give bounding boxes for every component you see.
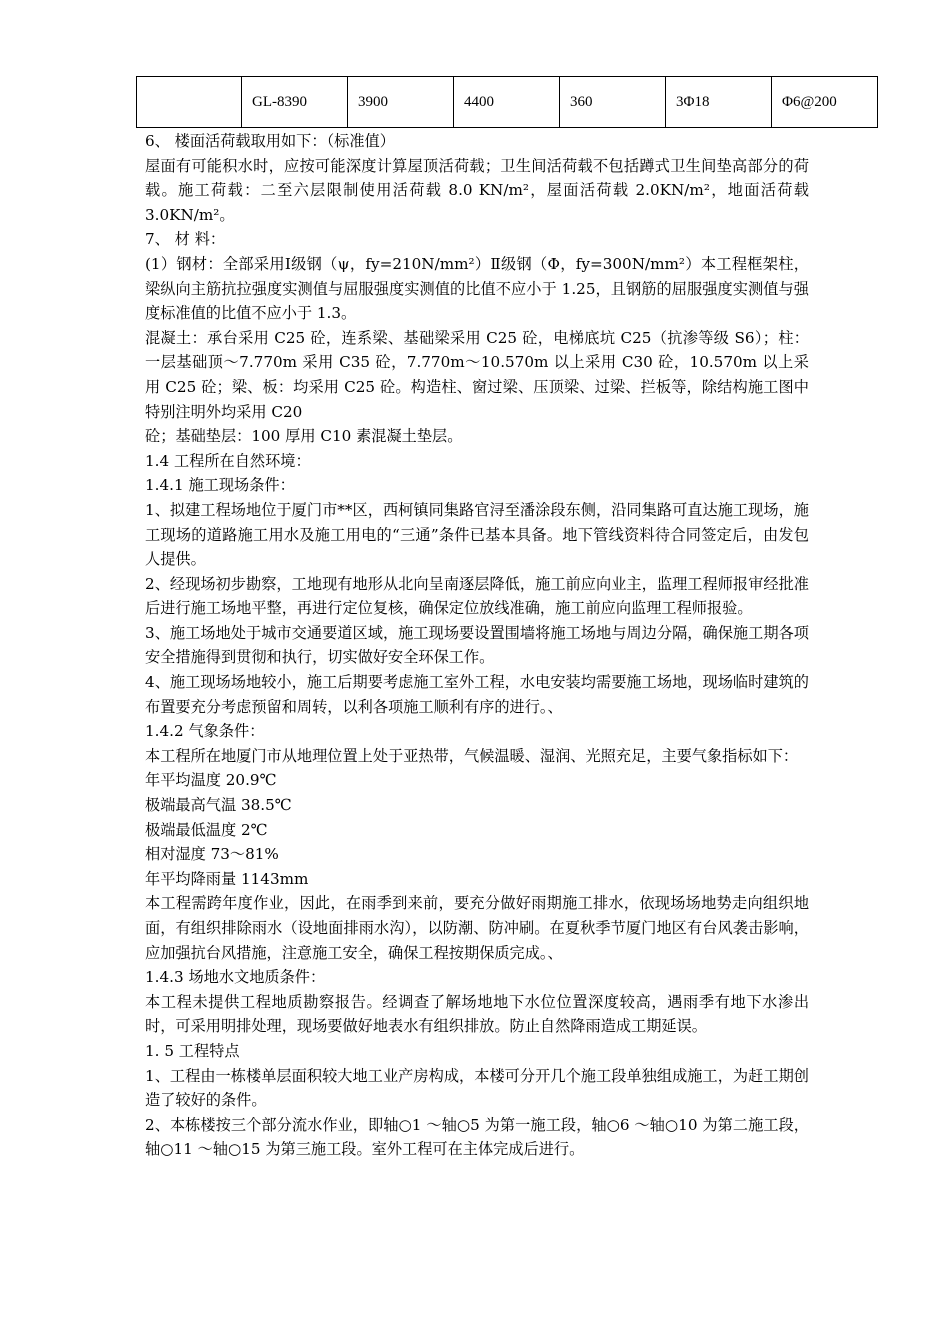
paragraph: 屋面有可能积水时，应按可能深度计算屋顶活荷载；卫生间活荷载不包括蹲式卫生间垫高部分的荷载。施工荷载：二至六层限制使用活荷载 8.0 KN/m²，屋面活荷载 2.0KN/m²，地面活荷载 3.0KN/m²。: [145, 156, 809, 224]
table-cell: 4400: [454, 77, 560, 128]
paragraph: (1）钢材：全部采用Ⅰ级钢（ψ，fy=210N/mm²）Ⅱ级钢（Φ，fy=300N/mm²）本工程框架柱，梁纵向主筋抗拉强度实测值与屈服强度实测值的比值不应小于 1.25，且钢筋的屈服强度实测值与强度标准值的比值不应小于 1.3。: [145, 254, 809, 323]
table-cell: GL-8390: [242, 77, 348, 128]
paragraph: 本工程需跨年度作业，因此，在雨季到来前，要充分做好雨期施工排水，依现场场地势走向组织地面，有组织排除雨水（设地面排雨水沟），以防潮、防冲刷。在夏秋季节厦门地区有台风袭击影响，应加强抗台风措施，注意施工安全，确保工程按期保质完成。、: [145, 894, 809, 962]
paragraph: 年平均降雨量 1143mm: [145, 869, 309, 888]
table-row: [137, 77, 878, 128]
paragraph: 极端最高气温 38.5℃: [145, 796, 292, 815]
paragraph: 极端最低温度 2℃: [145, 820, 268, 839]
table-cell: [137, 77, 242, 128]
paragraph: 1、拟建工程场地位于厦门市**区，西柯镇同集路官浔至潘涂段东侧，沿同集路可直达施工现场，施工现场的道路施工用水及施工用电的“三通”条件已基本具备。地下管线资料待合同签定后，由发包人提供。: [145, 500, 809, 569]
table-cell: Φ6@200: [772, 77, 878, 128]
paragraph: 7、 材 料：: [145, 230, 226, 249]
section-heading: 1.4.1 施工现场条件：: [145, 476, 295, 495]
paragraph: 本工程未提供工程地质勘察报告。经调查了解场地地下水位位置深度较高，遇雨季有地下水渗出时，可采用明排处理，现场要做好地表水有组织排放。防止自然降雨造成工期延误。: [145, 992, 809, 1036]
spec-table: [136, 76, 878, 128]
section-heading: 1. 5 工程特点: [145, 1041, 240, 1060]
paragraph: 相对湿度 73～81%: [145, 845, 279, 864]
paragraph: 2、本栋楼按三个部分流水作业，即轴○1 ～轴○5 为第一施工段，轴○6 ～轴○10 为第二施工段，轴○11 ～轴○15 为第三施工段。室外工程可在主体完成后进行。: [145, 1115, 809, 1159]
table-cell: 360: [560, 77, 666, 128]
section-heading: 1.4 工程所在自然环境：: [145, 451, 311, 470]
paragraph: 年平均温度 20.9℃: [145, 771, 277, 790]
paragraph: 2、经现场初步勘察，工地现有地形从北向呈南逐层降低，施工前应向业主，监理工程师报审经批准后进行施工场地平整，再进行定位复核，确保定位放线准确，施工前应向监理工程师报验。: [145, 574, 809, 618]
body-text: [145, 129, 809, 1162]
paragraph: 本工程所在地厦门市从地理位置上处于亚热带，气候温暖、湿润、光照充足，主要气象指标如下：: [145, 746, 799, 765]
section-heading: 1.4.3 场地水文地质条件：: [145, 968, 326, 987]
paragraph: 4、施工现场场地较小，施工后期要考虑施工室外工程，水电安装均需要施工场地，现场临时建筑的布置要充分考虑预留和周转，以利各项施工顺利有序的进行。、: [145, 673, 809, 716]
paragraph: 混凝土：承台采用 C25 砼，连系梁、基础梁采用 C25 砼，电梯底坑 C25（抗渗等级 S6）；柱：一层基础顶～7.770m 采用 C35 砼，7.770m～10.570m 以上采用 C30 砼，10.570m 以上采用 C25 砼；梁、板：均采用 C25 砼。构造柱、窗过梁、压顶梁、过梁、拦板等，除结构施工图中特别注明外均采用 C20: [145, 328, 809, 421]
paragraph: 3、施工场地处于城市交通要道区域，施工现场要设置围墙将施工场地与周边分隔，确保施工期各项安全措施得到贯彻和执行，切实做好安全环保工作。: [145, 623, 809, 667]
paragraph: 6、 楼面活荷载取用如下：（标准值）: [145, 132, 395, 150]
table-cell: 3Φ18: [666, 77, 772, 128]
section-heading: 1.4.2 气象条件：: [145, 722, 265, 741]
paragraph: 砼；基础垫层：100 厚用 C10 素混凝土垫层。: [145, 427, 463, 446]
table-cell: 3900: [348, 77, 454, 128]
paragraph: 1、工程由一栋楼单层面积较大地工业产房构成，本楼可分开几个施工段单独组成施工，为赶工期创造了较好的条件。: [145, 1066, 809, 1110]
